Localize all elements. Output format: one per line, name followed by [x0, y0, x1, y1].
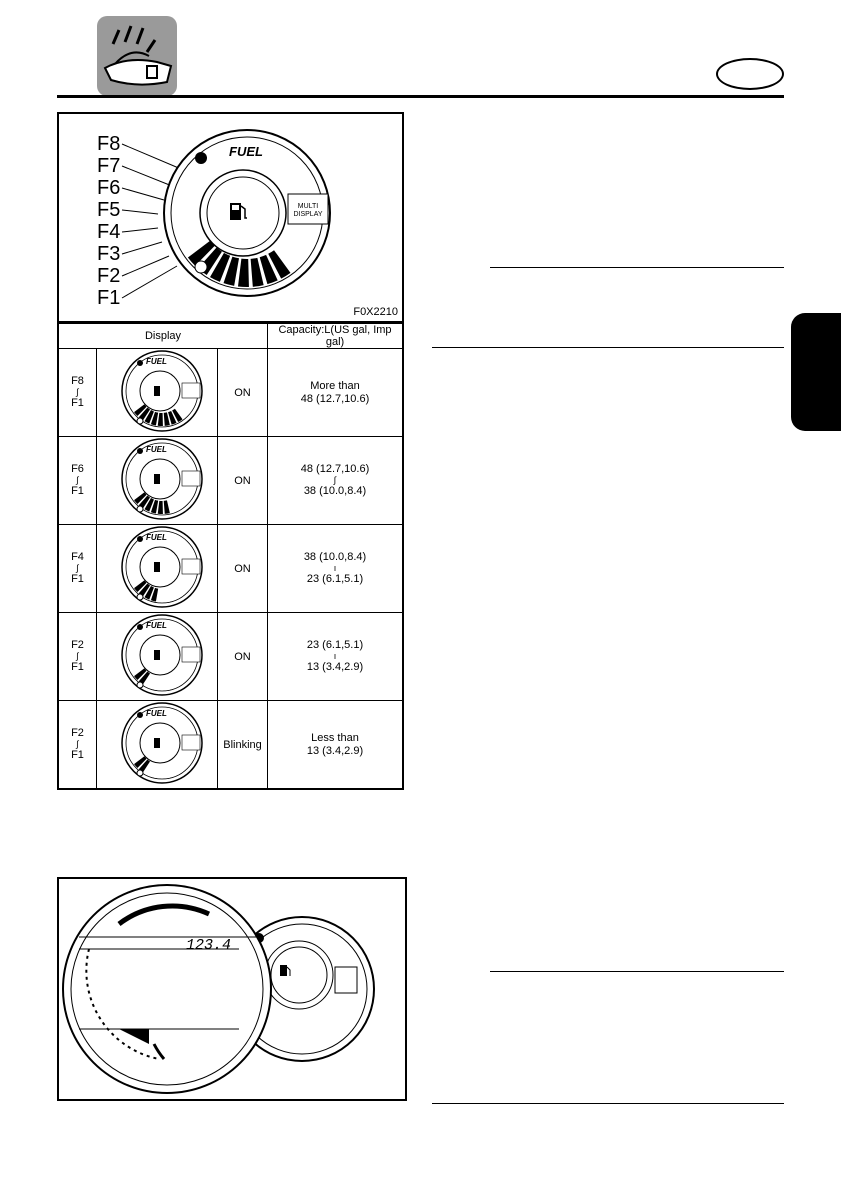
meter-readout: 123.4	[186, 937, 232, 954]
gauge-label-f3: F3	[97, 243, 121, 265]
mini-pump-icon	[154, 474, 160, 484]
mini-pump-icon	[154, 650, 160, 660]
chapter-tab	[791, 313, 841, 431]
capacity-line-1: More than	[310, 379, 360, 392]
mini-indicator-ring	[137, 506, 143, 512]
gauge-label-f1: F1	[97, 287, 121, 309]
status-cell: ON	[218, 349, 268, 437]
section-rule	[432, 1103, 784, 1104]
mini-multi-display-box	[182, 735, 200, 750]
mini-fuel-gauge	[98, 437, 216, 521]
gauge-label-f7: F7	[97, 155, 121, 177]
fuel-level-table	[57, 322, 404, 790]
fuel-gauge-figure	[57, 112, 404, 323]
capacity-line-1: 23 (6.1,5.1)	[306, 639, 364, 651]
gauge-label-f6: F6	[97, 177, 121, 199]
mini-indicator-ring	[137, 770, 143, 776]
table-row: F8 ∫ F1 FUEL ON More than 48 (12.7,10.6)	[58, 349, 403, 437]
multi-display-label-1: MULTI	[297, 203, 319, 210]
table-row: F2 ∫ F1 FUEL Blinking Less than 13 (3.4,2.9)	[58, 701, 403, 790]
mini-indicator-dot	[137, 712, 143, 718]
capacity-line-2: 13 (3.4,2.9)	[306, 744, 364, 757]
capacity-line-2: 48 (12.7,10.6)	[300, 392, 370, 405]
figure-code: F0X2210	[353, 306, 398, 318]
range-bottom: F1	[71, 485, 84, 497]
mini-indicator-dot	[137, 536, 143, 542]
range-bottom: F1	[71, 573, 84, 585]
range-top: F8	[71, 375, 84, 387]
status-cell: Blinking	[218, 701, 268, 790]
mini-fuel-text: FUEL	[146, 709, 167, 718]
capacity-line-1: 48 (12.7,10.6)	[300, 463, 370, 475]
capacity-line-1: 38 (10.0,8.4)	[303, 551, 367, 563]
status-cell: ON	[218, 525, 268, 613]
mini-pump-icon	[154, 562, 160, 572]
capacity-line-2: 13 (3.4,2.9)	[306, 661, 364, 673]
section-rule	[490, 267, 784, 268]
mini-fuel-gauge	[98, 613, 216, 697]
fuel-gauge-dial	[59, 114, 402, 321]
mini-fuel-gauge	[98, 525, 216, 609]
range-top: F2	[71, 727, 84, 739]
multifunction-meter-figure	[57, 877, 407, 1101]
capacity-line-2: 38 (10.0,8.4)	[303, 485, 367, 497]
range-bottom: F1	[71, 749, 84, 761]
capacity-line-2: 23 (6.1,5.1)	[306, 573, 364, 585]
mini-multi-display-box	[182, 559, 200, 574]
section-rule	[490, 971, 784, 972]
fuel-brand-text: FUEL	[229, 144, 263, 159]
status-cell: ON	[218, 613, 268, 701]
meter-illustration	[59, 879, 405, 1099]
multi-display-label-2: DISPLAY	[293, 211, 323, 218]
mini-indicator-dot	[137, 624, 143, 630]
status-cell: ON	[218, 437, 268, 525]
header-rule	[57, 95, 784, 98]
mini-fuel-text: FUEL	[146, 533, 167, 542]
range-bottom: F1	[71, 661, 84, 673]
table-row: F2 ∫ F1 FUEL ON 23 (6.1,5.1) ı 13 (3.4,2.9)	[58, 613, 403, 701]
header-display: Display	[58, 323, 268, 349]
range-top: F2	[71, 639, 84, 651]
mini-pump-icon	[154, 738, 160, 748]
mini-indicator-ring	[137, 594, 143, 600]
mini-multi-display-box	[182, 471, 200, 486]
mini-fuel-gauge	[98, 349, 216, 433]
mini-indicator-dot	[137, 448, 143, 454]
mini-fuel-text: FUEL	[146, 357, 167, 366]
gauge-label-f4: F4	[97, 221, 121, 243]
header-capacity: Capacity:L(US gal, Imp gal)	[268, 323, 404, 349]
capacity-line-1: Less than	[311, 731, 359, 744]
watercraft-icon	[97, 16, 177, 96]
range-top: F6	[71, 463, 84, 475]
gauge-label-f2: F2	[97, 265, 121, 287]
table-row: F4 ∫ F1 FUEL ON 38 (10.0,8.4) ı 23 (6.1,5.1)	[58, 525, 403, 613]
gauge-label-f8: F8	[97, 133, 121, 155]
mini-indicator-ring	[137, 418, 143, 424]
table-row: F6 ∫ F1 FUEL ON 48 (12.7,10.6) ∫ 38 (10.0,8.4)	[58, 437, 403, 525]
mini-multi-display-box	[182, 383, 200, 398]
section-rule	[432, 347, 784, 348]
mini-fuel-gauge	[98, 701, 216, 785]
language-badge	[716, 58, 784, 90]
mini-fuel-text: FUEL	[146, 445, 167, 454]
mini-fuel-text: FUEL	[146, 621, 167, 630]
mini-indicator-ring	[137, 682, 143, 688]
mini-multi-display-box	[182, 647, 200, 662]
range-bottom: F1	[71, 397, 84, 409]
mini-pump-icon	[154, 386, 160, 396]
gauge-label-f5: F5	[97, 199, 121, 221]
mini-indicator-dot	[137, 360, 143, 366]
range-top: F4	[71, 551, 84, 563]
